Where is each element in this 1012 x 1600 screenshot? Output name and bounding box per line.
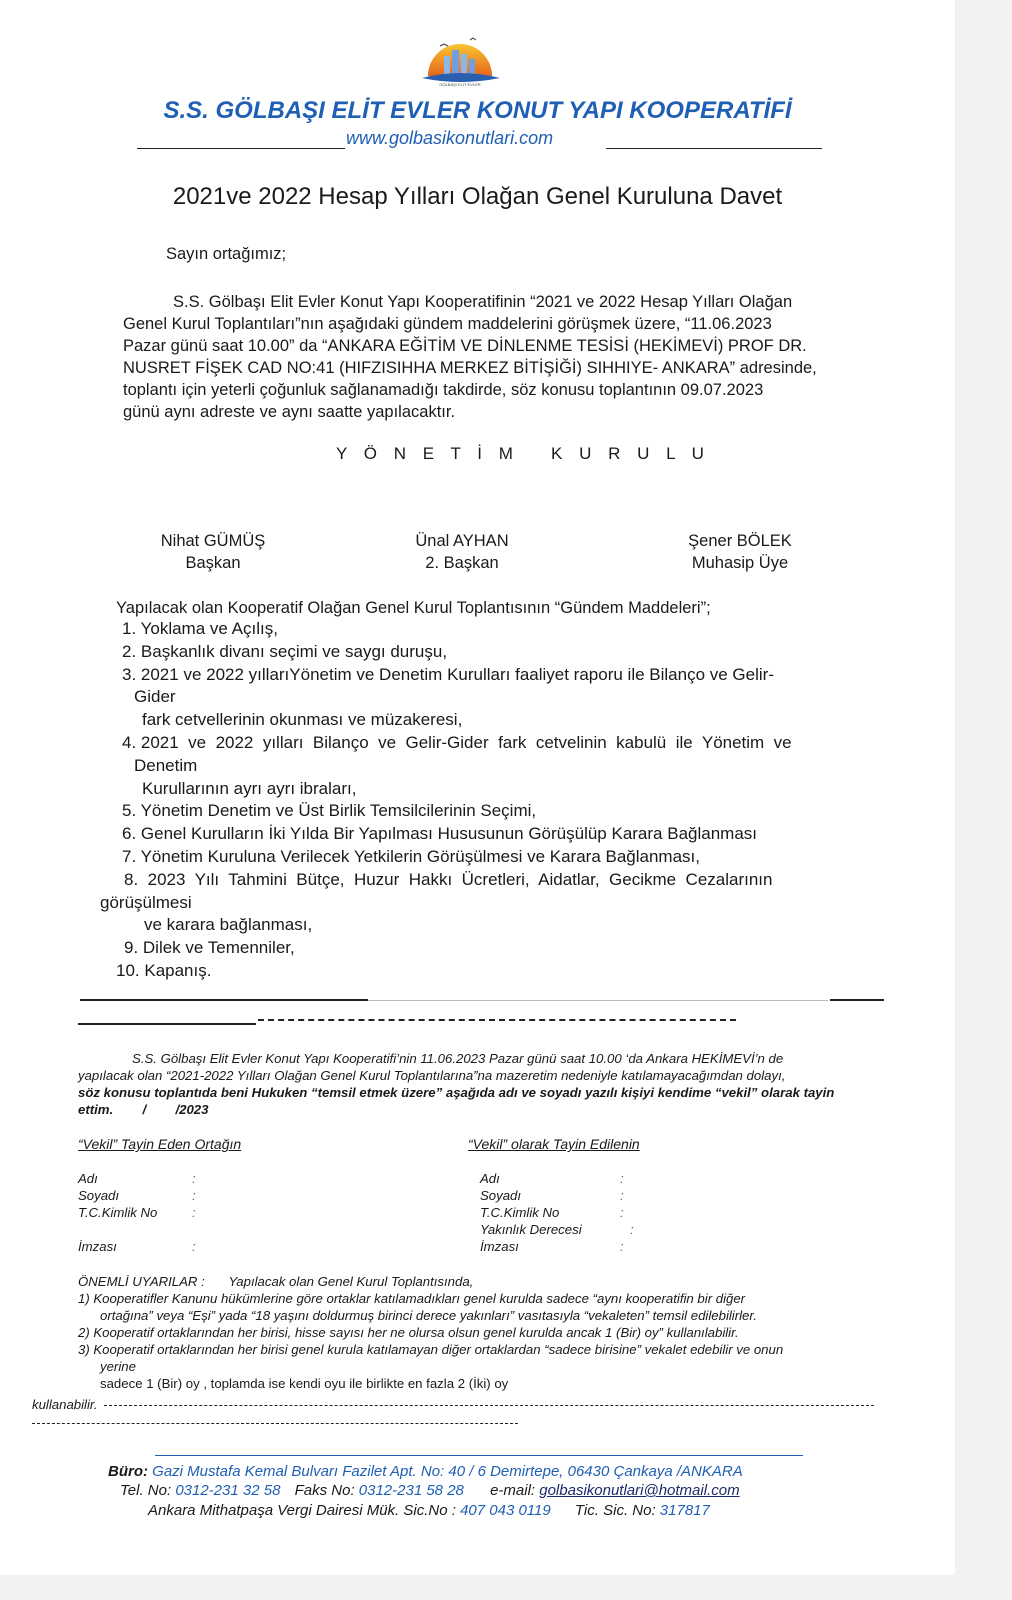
agenda-item: 6. Genel Kurulların İki Yılda Bir Yapılması Hususunun Görüşülüp Karara Bağlanması: [122, 824, 758, 844]
warning-line: yerine: [100, 1359, 136, 1374]
proxy-line: yapılacak olan “2021-2022 Yılları Olağan Genel Kurul Toplantılarına”na mazeretim nedeniyle katılamayacağımdan dolayı,: [78, 1068, 786, 1083]
office-label: Büro:: [108, 1463, 148, 1480]
warnings-title: ÖNEMLİ UYARILAR :: [78, 1274, 205, 1289]
warnings-list: [78, 1290, 888, 1392]
colon: :: [620, 1188, 624, 1203]
signatory-role: 2. Başkan: [425, 554, 499, 572]
grantor-colons: [192, 1170, 196, 1255]
office-address: Gazi Mustafa Kemal Bulvarı Fazilet Apt. No: 40 / 6 Demirtepe, 06430 Çankaya /ANKARA: [152, 1463, 743, 1480]
paragraph-line: Pazar günü saat 10.00” da “ANKARA EĞİTİM VE DİNLENME TESİSİ (HEKİMEVİ) PROF DR.: [123, 337, 807, 355]
document-title: 2021ve 2022 Hesap Yılları Olağan Genel Kuruluna Davet: [172, 183, 783, 210]
website-link[interactable]: www.golbasikonutlari.com: [346, 128, 554, 148]
field-id-label: T.C.Kimlik No: [78, 1205, 158, 1220]
agenda-item: 5. Yönetim Denetim ve Üst Birlik Temsilcilerinin Seçimi,: [122, 801, 537, 821]
fax-number: 0312-231 58 28: [358, 1482, 464, 1499]
proxy-statement: [78, 1050, 886, 1118]
fax-label: Faks No:: [294, 1482, 355, 1499]
agenda-item-continued: Gider: [134, 687, 176, 707]
colon: :: [192, 1171, 196, 1186]
signatory-name: Nihat GÜMÜŞ: [160, 532, 266, 550]
footer-address: [108, 1463, 743, 1480]
trade-number: 317817: [659, 1502, 710, 1519]
cut-line: [830, 999, 884, 1001]
proxy-colons: [620, 1170, 634, 1255]
signatory-role: Muhasip Üye: [691, 554, 789, 572]
trade-label: Tic. Sic. No:: [574, 1502, 656, 1519]
warning-line: ortağına” veya “Eşi” yada “18 yaşını doldurmuş birinci derece yakınları” vasıtasıyla “vekaleten” temsil edilebilirler.: [100, 1308, 757, 1323]
invitation-paragraph: [123, 291, 883, 423]
colon: :: [620, 1205, 624, 1220]
warnings-heading: [78, 1273, 473, 1290]
field-surname-label: Soyadı: [480, 1188, 522, 1203]
colon: :: [192, 1205, 196, 1220]
signatory-role: Başkan: [185, 554, 241, 572]
proxy-form: [480, 1170, 620, 1255]
agenda-item: 7. Yönetim Kuruluna Verilecek Yetkilerin Görüşülmesi ve Karara Bağlanması,: [122, 846, 700, 866]
agenda-list: [100, 618, 890, 983]
website-left-rule: [137, 148, 345, 149]
colon: :: [192, 1188, 196, 1203]
tax-number: 407 043 0119: [460, 1502, 551, 1519]
proxy-line: ettim. / /2023: [78, 1102, 209, 1117]
footer-contact: [120, 1482, 740, 1499]
field-name-label: Adı: [480, 1171, 500, 1186]
warnings-subtitle: Yapılacak olan Genel Kurul Toplantısında,: [228, 1274, 474, 1289]
agenda-item: 8. 2023 Yılı Tahmini Bütçe, Huzur Hakkı Ücretleri, Aidatlar, Gecikme Cezalarının: [124, 869, 773, 889]
cut-line-dashed: [104, 1405, 874, 1406]
field-name-label: Adı: [78, 1171, 98, 1186]
field-surname-label: Soyadı: [78, 1188, 120, 1203]
grantor-heading: “Vekil” Tayin Eden Ortağın: [78, 1136, 242, 1152]
agenda-item: 9. Dilek ve Temenniler,: [124, 938, 295, 958]
salutation: Sayın ortağımız;: [166, 245, 287, 263]
colon: :: [620, 1171, 624, 1186]
agenda-item: 2. Başkanlık divanı seçimi ve saygı duruşu,: [122, 641, 448, 661]
field-signature-label: İmzası: [78, 1239, 117, 1254]
signatory-name: Şener BÖLEK: [688, 532, 792, 550]
field-signature-label: İmzası: [480, 1239, 519, 1254]
cut-line-dashed: [32, 1423, 518, 1424]
warning-line: sadece 1 (Bir) oy , toplamda ise kendi oyu ile birlikte en fazla 2 (İki) oy: [100, 1376, 509, 1391]
field-id-label: T.C.Kimlik No: [480, 1205, 560, 1220]
proxy-line: S.S. Gölbaşı Elit Evler Konut Yapı Kooperatifi’nin 11.06.2023 Pazar günü saat 10.00 ‘da Ankara HEKİMEVİ’n de: [132, 1051, 784, 1066]
paragraph-line: Genel Kurul Toplantıları”nın aşağıdaki gündem maddelerini görüşmek üzere, “11.06.2023: [123, 315, 772, 333]
agenda-item-continued: ve karara bağlanması,: [144, 915, 313, 935]
paragraph-line: NUSRET FİŞEK CAD NO:41 (HIFZISIHHA MERKEZ BİTİŞİĞİ) SIHHIYE- ANKARA” adresinde,: [123, 359, 817, 377]
warning-line: kullanabilir.: [32, 1397, 98, 1412]
agenda-item: 4. 2021 ve 2022 yılları Bilanço ve Gelir-Gider fark cetvelinin kabulü ile Yönetim ve: [122, 732, 792, 752]
tel-number: 0312-231 32 58: [175, 1482, 281, 1499]
agenda-item: 10. Kapanış.: [116, 960, 212, 980]
colon: :: [192, 1239, 196, 1254]
cut-line: [80, 999, 368, 1001]
colon: :: [620, 1239, 624, 1254]
agenda-intro: Yapılacak olan Kooperatif Olağan Genel Kurul Toplantısının “Gündem Maddeleri”;: [116, 599, 711, 617]
grantor-form: [78, 1170, 218, 1255]
signatory-vice-president: [387, 530, 537, 574]
colon: :: [630, 1222, 634, 1237]
agenda-item: 3. 2021 ve 2022 yıllarıYönetim ve Denetim Kurulları faaliyet raporu ile Bilanço ve Gelir-: [122, 664, 774, 684]
field-relation-label: Yakınlık Derecesi: [480, 1222, 582, 1237]
signatory-accountant: [655, 530, 825, 574]
cooperative-logo: [410, 26, 510, 88]
tax-office: Ankara Mithatpaşa Vergi Dairesi Mük. Sic.No :: [148, 1502, 456, 1519]
proxy-line: söz konusu toplantıda beni Hukuken “temsil etmek üzere” aşağıda adı ve soyadı yazılı kişiyi kendime “vekil” olarak tayin: [78, 1085, 835, 1100]
paragraph-line: günü aynı adreste ve aynı saatte yapılacaktır.: [123, 403, 456, 421]
tel-label: Tel. No:: [120, 1482, 172, 1499]
agenda-item-continued: fark cetvellerinin okunması ve müzakeresi,: [142, 710, 463, 730]
email-label: e-mail:: [490, 1482, 536, 1499]
cut-line: [368, 1000, 828, 1001]
footer-rule: [155, 1455, 803, 1456]
signatory-president: [128, 530, 298, 574]
svg-text:GÖLBAŞI ELİT EVLER: GÖLBAŞI ELİT EVLER: [439, 82, 481, 87]
agenda-item-continued: Denetim: [134, 755, 198, 775]
organization-name: S.S. GÖLBAŞI ELİT EVLER KONUT YAPI KOOPERATİFİ: [163, 97, 792, 124]
signatory-name: Ünal AYHAN: [415, 532, 509, 550]
agenda-item-continued: görüşülmesi: [100, 892, 192, 912]
cut-line: [78, 1023, 256, 1025]
paragraph-line: S.S. Gölbaşı Elit Evler Konut Yapı Kooperatifinin “2021 ve 2022 Hesap Yılları Olağan: [173, 293, 793, 311]
email-link[interactable]: golbasikonutlari@hotmail.com: [539, 1482, 740, 1499]
board-heading: Y Ö N E T İ M K U R U L U: [336, 444, 710, 463]
warning-line: 1) Kooperatifler Kanunu hükümlerine göre ortaklar katılamadıkları genel kurulda sadece “aynı kooperatifin bir diğer: [78, 1291, 746, 1306]
warning-line: 2) Kooperatif ortaklarından her birisi, hisse sayısı her ne olursa olsun genel kurulda ancak 1 (Bir) oy” kullanılabilir.: [78, 1325, 739, 1340]
website-right-rule: [606, 148, 822, 149]
agenda-item: 1. Yoklama ve Açılış,: [122, 619, 278, 638]
paragraph-line: toplantı için yeterli çoğunluk sağlanamadığı takdirde, söz konusu toplantının 09.07.2023: [123, 381, 764, 399]
warning-line: 3) Kooperatif ortaklarından her birisi genel kurula katılamayan diğer ortaklardan “sadece birisine” vekalet edebilir ve onun: [78, 1342, 784, 1357]
logo-sunset-icon: [410, 26, 510, 88]
cut-line-dashed: [258, 1019, 736, 1021]
footer-tax: [148, 1502, 710, 1519]
proxy-heading: “Vekil” olarak Tayin Edilenin: [468, 1136, 640, 1152]
agenda-item-continued: Kurullarının ayrı ayrı ibraları,: [142, 778, 357, 798]
